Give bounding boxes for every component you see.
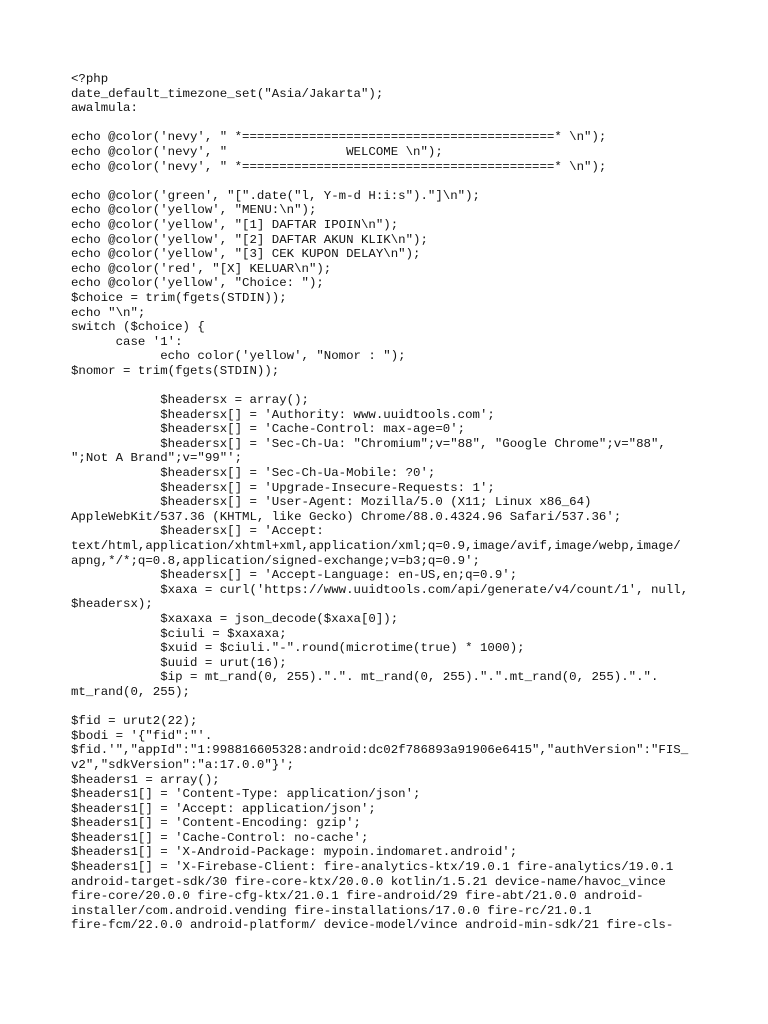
code-line: AppleWebKit/537.36 (KHTML, like Gecko) Chrome/88.0.4324.96 Safari/537.36';: [71, 509, 622, 524]
code-line: awalmula:: [71, 101, 138, 116]
code-line: $headersx = array();: [71, 393, 309, 408]
code-line: $headers1[] = 'X-Android-Package: mypoin.indomaret.android';: [71, 845, 518, 860]
code-line: date_default_timezone_set("Asia/Jakarta");: [71, 86, 384, 101]
code-line: apng,*/*;q=0.8,application/signed-exchange;v=b3;q=0.9';: [71, 553, 480, 568]
code-line: mt_rand(0, 255);: [71, 684, 190, 699]
code-line: text/html,application/xhtml+xml,application/xml;q=0.9,image/avif,image/webp,image/: [71, 539, 681, 553]
code-line: echo @color('nevy', " WELCOME \n");: [71, 144, 443, 159]
code-line: $xuid = $ciuli."-".round(microtime(true) * 1000);: [71, 641, 525, 656]
code-line: [71, 116, 731, 131]
code-line: echo @color('green', "[".date("l, Y-m-d H:i:s")."]\n");: [71, 188, 480, 203]
code-line: [71, 378, 731, 393]
code-line: echo color('yellow', "Nomor : ");: [71, 349, 406, 364]
code-line: $headers1[] = 'Content-Encoding: gzip';: [71, 816, 361, 831]
code-line: [71, 700, 731, 715]
code-line: $headersx[] = 'Accept-Language: en-US,en;q=0.9';: [71, 568, 518, 583]
code-line: installer/com.android.vending fire-installations/17.0.0 fire-rc/21.0.1: [71, 903, 592, 918]
code-line: $headersx[] = 'Authority: www.uuidtools.com';: [71, 407, 495, 422]
code-line: case '1':: [71, 334, 183, 349]
code-line: echo @color('yellow', "Choice: ");: [71, 276, 324, 291]
code-line: $xaxa = curl('https://www.uuidtools.com/api/generate/v4/count/1', null,: [71, 582, 689, 597]
code-line: $headers1 = array();: [71, 772, 220, 787]
code-line: $headersx[] = 'Sec-Ch-Ua-Mobile: ?0';: [71, 466, 436, 481]
code-line: echo @color('red', "[X] KELUAR\n");: [71, 261, 332, 276]
code-line: $headersx[] = 'Upgrade-Insecure-Requests: 1';: [71, 480, 495, 495]
code-line: $headers1[] = 'Cache-Control: no-cache';: [71, 830, 369, 845]
code-line: v2","sdkVersion":"a:17.0.0"}';: [71, 757, 295, 772]
code-line: $bodi = '{"fid":"'.: [71, 728, 213, 743]
code-line: $headersx[] = 'Accept:: [71, 524, 324, 539]
code-line: $ciuli = $xaxaxa;: [71, 626, 287, 641]
php-code-block: [71, 72, 731, 933]
code-line: $headersx);: [71, 597, 153, 612]
code-line: echo @color('nevy', " *==========================================* \n");: [71, 130, 607, 145]
code-line: echo "\n";: [71, 305, 146, 320]
code-line: android-target-sdk/30 fire-core-ktx/20.0.0 kotlin/1.5.21 device-name/havoc_vince: [71, 874, 666, 889]
code-line: $uuid = urut(16);: [71, 655, 287, 670]
code-line: $fid.'","appId":"1:998816605328:android:dc02f786893a91906e6415","authVersion":"FIS_: [71, 743, 689, 758]
code-line: switch ($choice) {: [71, 320, 205, 335]
code-line: $headers1[] = 'X-Firebase-Client: fire-analytics-ktx/19.0.1 fire-analytics/19.0.1: [71, 860, 674, 875]
code-line: echo @color('yellow', "[2] DAFTAR AKUN KLIK\n");: [71, 232, 428, 247]
code-line: $nomor = trim(fgets(STDIN));: [71, 363, 280, 378]
code-line: echo @color('nevy', " *==========================================* \n");: [71, 159, 607, 174]
code-line: $xaxaxa = json_decode($xaxa[0]);: [71, 611, 399, 626]
code-line: fire-core/20.0.0 fire-cfg-ktx/21.0.1 fire-android/29 fire-abt/21.0.0 android-: [71, 889, 644, 904]
code-line: $ip = mt_rand(0, 255).".". mt_rand(0, 255).".".mt_rand(0, 255).".".: [71, 670, 659, 685]
code-line: $headersx[] = 'Cache-Control: max-age=0';: [71, 422, 466, 437]
code-line: [71, 174, 731, 189]
code-line: $headers1[] = 'Content-Type: application/json';: [71, 787, 421, 802]
code-line: $choice = trim(fgets(STDIN));: [71, 290, 287, 305]
code-line: ";Not A Brand";v="99"';: [71, 451, 243, 466]
code-line: $headersx[] = 'Sec-Ch-Ua: "Chromium";v="88", "Google Chrome";v="88",: [71, 436, 666, 451]
code-line: $headers1[] = 'Accept: application/json';: [71, 801, 376, 816]
code-line: echo @color('yellow', "[1] DAFTAR IPOIN\n");: [71, 217, 399, 232]
code-line: echo @color('yellow', "[3] CEK KUPON DELAY\n");: [71, 247, 421, 262]
code-line: $headersx[] = 'User-Agent: Mozilla/5.0 (X11; Linux x86_64): [71, 495, 592, 510]
code-line: echo @color('yellow', "MENU:\n");: [71, 203, 317, 218]
code-line: $fid = urut2(22);: [71, 714, 198, 729]
code-line: <?php: [71, 72, 109, 86]
code-line: fire-fcm/22.0.0 android-platform/ device-model/vince android-min-sdk/21 fire-cls-: [71, 918, 674, 933]
